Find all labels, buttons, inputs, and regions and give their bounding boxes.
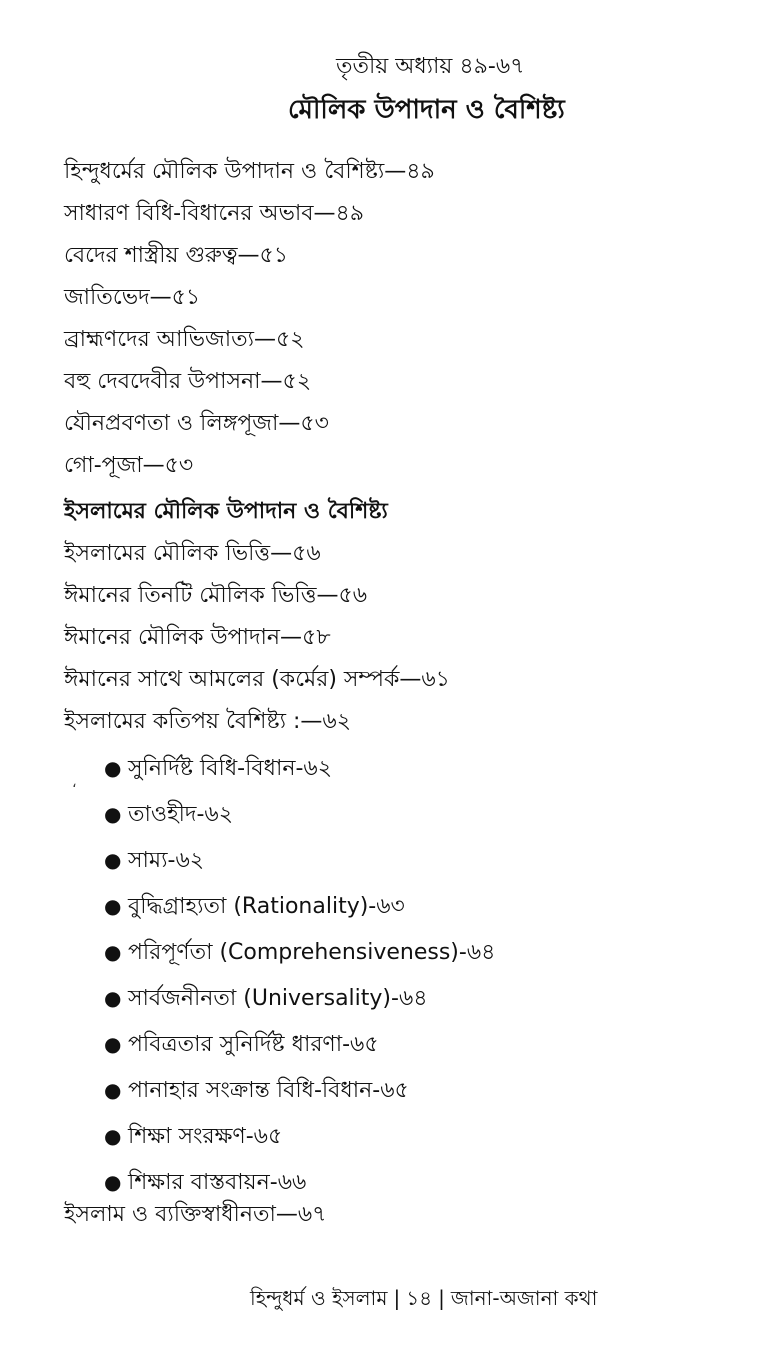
bullet-icon: ●	[104, 940, 122, 964]
toc-entry: ঈমানের মৌলিক উপাদান—৫৮	[64, 625, 331, 650]
toc-entry: যৌনপ্রবণতা ও লিঙ্গপূজা—৫৩	[64, 411, 329, 436]
bullet-icon: ●	[104, 1124, 122, 1148]
bullet-icon: ●	[104, 894, 122, 918]
feature-label: শিক্ষা সংরক্ষণ-৬৫	[128, 1124, 283, 1149]
list-item	[104, 1116, 754, 1162]
list-item	[104, 932, 754, 978]
stray-tick-mark: ،	[72, 775, 77, 791]
list-item	[104, 978, 754, 1024]
toc-entry-final: ইসলাম ও ব্যক্তিস্বাধীনতা—৬৭	[64, 1202, 327, 1227]
footer-separator: |	[393, 1286, 401, 1310]
toc-entry: ইসলামের মৌলিক ভিত্তি—৫৬	[64, 541, 321, 566]
list-item	[104, 1070, 754, 1116]
footer-series-title: জানা-অজানা কথা	[450, 1286, 598, 1310]
feature-label: শিক্ষার বাস্তবায়ন-৬৬	[128, 1170, 307, 1195]
toc-entry: বহু দেবদেবীর উপাসনা—৫২	[64, 369, 312, 394]
section-heading-islam: ইসলামের মৌলিক উপাদান ও বৈশিষ্ট্য	[64, 499, 388, 524]
bullet-icon: ●	[104, 1032, 122, 1056]
chapter-number-line: তৃতীয় অধ্যায় ৪৯-৬৭	[336, 54, 525, 79]
feature-label: পরিপূর্ণতা (Comprehensiveness)-৬৪	[128, 940, 496, 965]
list-item	[104, 748, 754, 794]
toc-entry: ঈমানের সাথে আমলের (কর্মের) সম্পর্ক—৬১	[64, 667, 450, 692]
bullet-icon: ●	[104, 802, 122, 826]
toc-entry: ইসলামের কতিপয় বৈশিষ্ট্য :—৬২	[64, 709, 352, 734]
list-item	[104, 794, 754, 840]
toc-entry: ঈমানের তিনটি মৌলিক ভিত্তি—৫৬	[64, 583, 368, 608]
toc-entry: সাধারণ বিধি-বিধানের অভাব—৪৯	[64, 201, 365, 226]
list-item	[104, 886, 754, 932]
list-item	[104, 840, 754, 886]
bullet-icon: ●	[104, 1170, 122, 1194]
footer-separator: |	[438, 1286, 445, 1310]
list-item	[104, 1024, 754, 1070]
feature-label: বুদ্ধিগ্রাহ্যতা (Rationality)-৬৩	[128, 894, 405, 919]
feature-list	[104, 748, 754, 1208]
toc-entry: জাতিভেদ—৫১	[64, 285, 201, 310]
feature-label: তাওহীদ-৬২	[128, 802, 234, 827]
page-number: ১৪	[406, 1286, 433, 1310]
bullet-icon: ●	[104, 848, 122, 872]
bullet-icon: ●	[104, 1078, 122, 1102]
feature-label: সুনির্দিষ্ট বিধি-বিধান-৬২	[128, 756, 333, 781]
toc-entry: ব্রাহ্মণদের আভিজাত্য—৫২	[64, 327, 305, 352]
toc-entry: গো-পূজা—৫৩	[64, 453, 194, 478]
toc-entry: হিন্দুধর্মের মৌলিক উপাদান ও বৈশিষ্ট্য—৪৯	[64, 159, 435, 184]
page-footer	[250, 1283, 597, 1313]
bullet-icon: ●	[104, 986, 122, 1010]
chapter-title: মৌলিক উপাদান ও বৈশিষ্ট্য	[288, 95, 565, 125]
table-of-contents	[64, 152, 754, 1208]
bullet-icon: ●	[104, 756, 122, 780]
feature-label: সার্বজনীনতা (Universality)-৬৪	[128, 986, 428, 1011]
toc-entry: বেদের শাস্ত্রীয় গুরুত্ব—৫১	[64, 243, 289, 268]
feature-label: পবিত্রতার সুনির্দিষ্ট ধারণা-৬৫	[128, 1032, 379, 1057]
feature-label: সাম্য-৬২	[128, 848, 205, 873]
footer-book-title: হিন্দুধর্ম ও ইসলাম	[250, 1286, 388, 1310]
feature-label: পানাহার সংক্রান্ত বিধি-বিধান-৬৫	[128, 1078, 409, 1103]
